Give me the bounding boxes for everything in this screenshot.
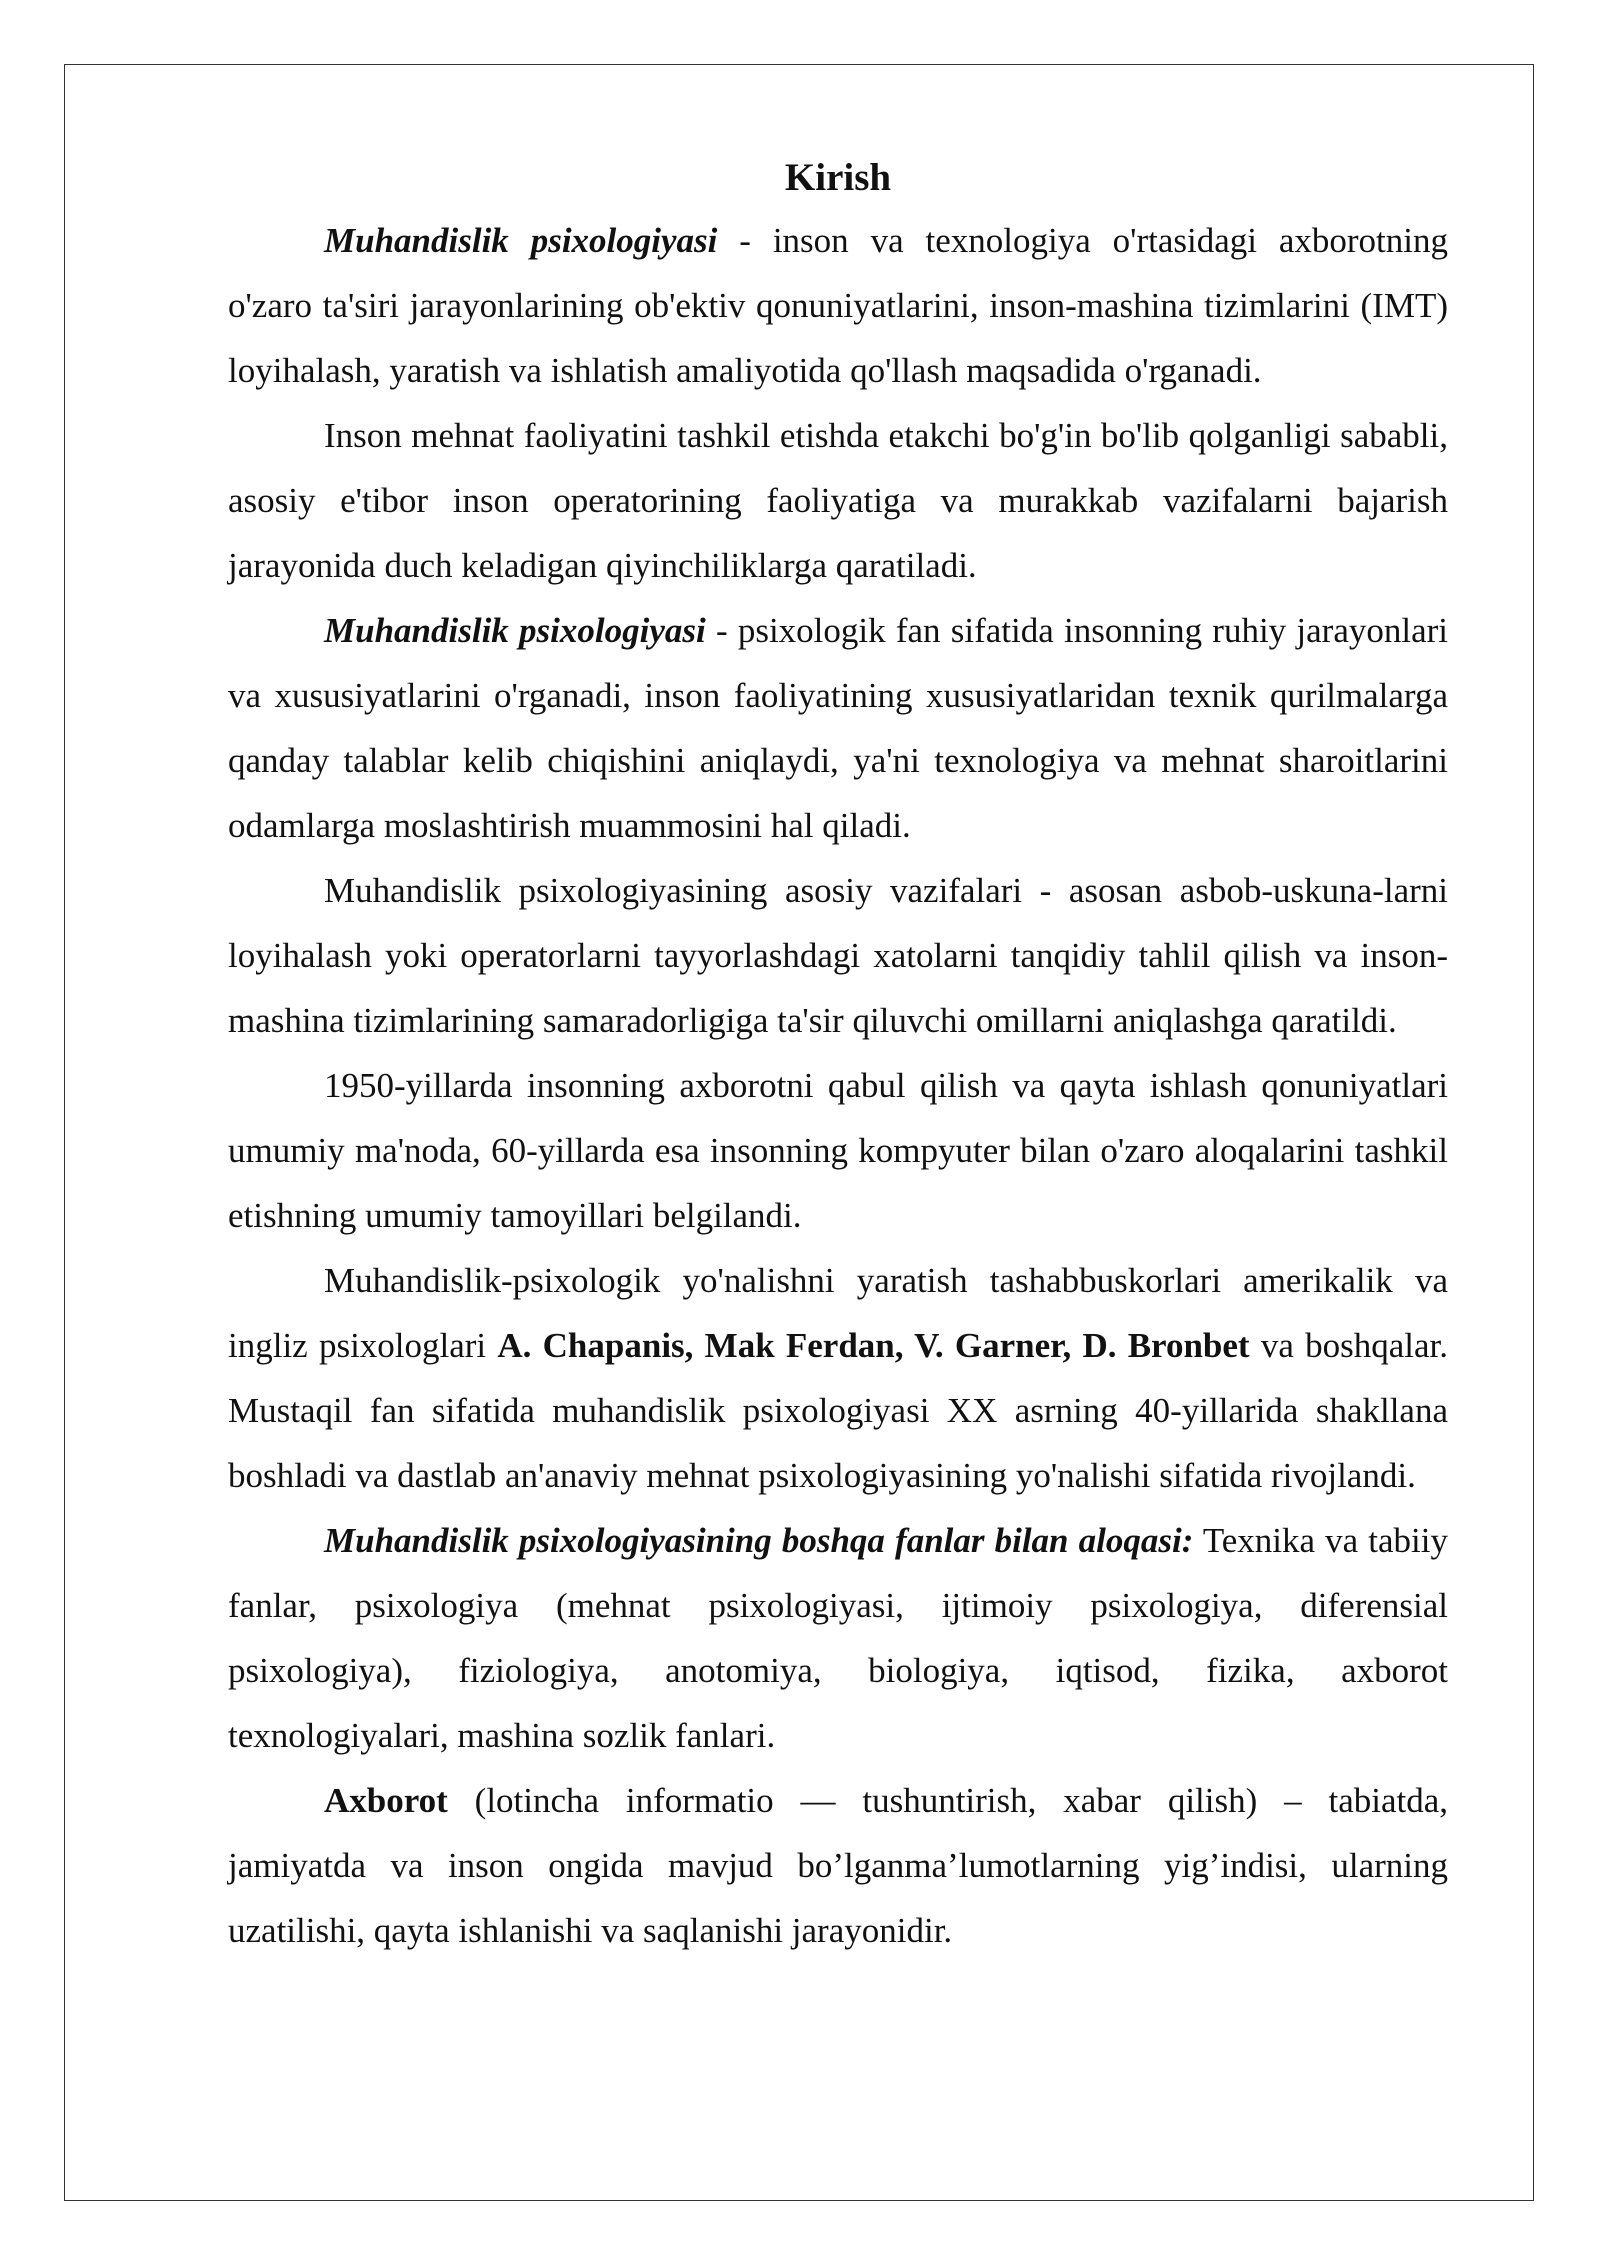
paragraph-operator [228, 403, 1448, 598]
paragraph-text: va boshqalar. Mustaqil fan sifatida muhandislik psixologiyasi XX asrning 40-yillarida shakllana boshladi va dastlab an'anaviy mehnat psixologiyasining yo'nalishi sifatida rivojlandi. [228, 1326, 1448, 1495]
paragraph-text: (lotincha informatio — tushuntirish, xabar qilish) – tabiatda, jamiyatda va inson ongida mavjud bo’lganma’lumotlarning yig’indisi, ularning uzatilishi, qayta ishlanishi va saqlanishi jarayonidir. [228, 1781, 1448, 1950]
paragraph-text: Inson mehnat faoliyatini tashkil etishda etakchi bo'g'in bo'lib qolganligi sababli, asosiy e'tibor inson operatorining faoliyatiga va murakkab vazifalarni bajarish jarayonida duch keladigan qiyinchiliklarga qaratiladi. [228, 416, 1448, 585]
paragraph-text: Muhandislik-psixologik yo'nalishni yaratish tashabbuskorlari amerikalik va ingliz psixologlari [228, 1261, 1448, 1365]
paragraph-text: - inson va texnologiya o'rtasidagi axborotning o'zaro ta'siri jarayonlarining ob'ektiv qonuniyatlarini, inson-mashina tizimlarini (IMT) loyihalash, yaratish va ishlatish amaliyotida qo'llash maqsadida o'rganadi. [228, 221, 1448, 390]
term-lead: Muhandislik psixologiyasi [324, 221, 718, 260]
paragraph-text: 1950-yillarda insonning axborotni qabul qilish va qayta ishlash qonuniyatlari umumiy ma'noda, 60-yillarda esa insonning kompyuter bilan o'zaro aloqalarini tashkil etishning umumiy tamoyillari belgilandi. [228, 1066, 1448, 1235]
paragraph-psychology [228, 598, 1448, 858]
paragraph-tasks [228, 858, 1448, 1053]
founder-names: A. Chapanis, Mak Ferdan, V. Garner, D. Bronbet [497, 1326, 1250, 1365]
paragraph-text: - psixologik fan sifatida insonning ruhiy jarayonlari va xususiyatlarini o'rganadi, inson faoliyatining xususiyatlaridan texnik qurilmalarga qanday talablar kelib chiqishini aniqlaydi, ya'ni texnologiya va mehnat sharoitlarini odamlarga moslashtirish muammosini hal qiladi. [228, 611, 1448, 845]
paragraph-text: Texnika va tabiiy fanlar, psixologiya (mehnat psixologiyasi, ijtimoiy psixologiya, diferensial psixologiya), fiziologiya, anotomiya, biologiya, iqtisod, fizika, axborot texnologiyalari, mashina sozlik fanlari. [228, 1521, 1448, 1755]
term-lead: Axborot [324, 1781, 448, 1820]
paragraph-founders [228, 1248, 1448, 1508]
paragraph-text: Muhandislik psixologiyasining asosiy vazifalari - asosan asbob-uskuna-larni loyihalash yoki operatorlarni tayyorlashdagi xatolarni tanqidiy tahlil qilish va inson-mashina tizimlarining samaradorligiga ta'sir qiluvchi omillarni aniqlashga qaratildi. [228, 871, 1448, 1040]
paragraph-information [228, 1768, 1448, 1963]
term-lead: Muhandislik psixologiyasining boshqa fanlar bilan aloqasi: [324, 1521, 1194, 1560]
page-title: Kirish [784, 156, 892, 199]
paragraph-history [228, 1053, 1448, 1248]
paragraph-definition [228, 208, 1448, 403]
paragraph-related-sciences [228, 1508, 1448, 1768]
term-lead: Muhandislik psixologiyasi [324, 611, 706, 650]
document-body [228, 150, 1448, 1963]
